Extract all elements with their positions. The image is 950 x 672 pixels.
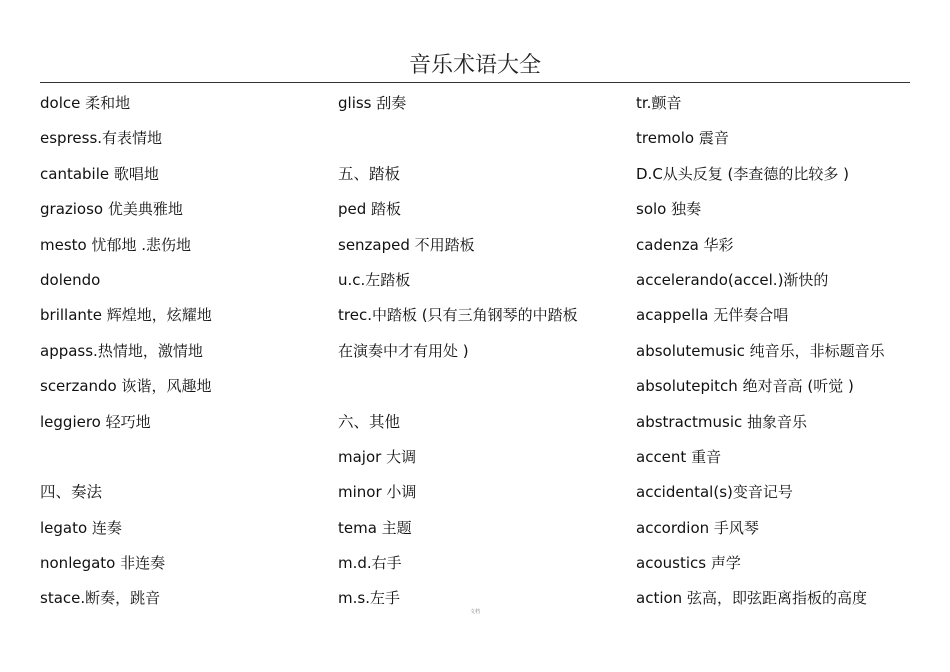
blank-line xyxy=(338,125,628,160)
term-line: tr.颤音 xyxy=(636,94,682,112)
term-line: senzaped 不用踏板 xyxy=(338,235,475,254)
column-2 xyxy=(338,90,628,621)
term-line: tremolo 震音 xyxy=(636,129,729,148)
term-line: cantabile 歌唱地 xyxy=(40,164,159,183)
term-line: action 弦高，即弦距离指板的高度 xyxy=(636,589,867,608)
section-heading: 四、奏法 xyxy=(40,483,103,502)
term-line: legato 连奏 xyxy=(40,518,122,537)
column-3 xyxy=(636,90,916,621)
term-line: minor 小调 xyxy=(338,483,417,502)
term-line: D.C从头反复 (李查德的比较多 ) xyxy=(636,164,850,183)
term-line: m.s.左手 xyxy=(338,589,400,608)
term-line: nonlegato 非连奏 xyxy=(40,554,166,573)
term-line: major 大调 xyxy=(338,447,417,466)
title-divider xyxy=(40,82,910,83)
term-line: espress.有表情地 xyxy=(40,129,163,148)
term-line: trec.中踏板 (只有三角钢琴的中踏板 xyxy=(338,306,578,325)
blank-line xyxy=(40,444,330,479)
term-line: abstractmusic 抽象音乐 xyxy=(636,412,808,431)
term-line: acoustics 声学 xyxy=(636,554,741,573)
section-heading: 五、踏板 xyxy=(338,164,401,183)
section-heading: 六、其他 xyxy=(338,412,401,431)
term-line: gliss 刮奏 xyxy=(338,94,407,112)
term-line: absolutemusic 纯音乐，非标题音乐 xyxy=(636,341,885,360)
term-line: tema 主题 xyxy=(338,518,412,537)
term-line: accidental(s)变音记号 xyxy=(636,483,793,502)
term-line: stace.断奏，跳音 xyxy=(40,589,161,608)
term-line: accent 重音 xyxy=(636,447,722,466)
term-line: cadenza 华彩 xyxy=(636,235,734,254)
term-line: absolutepitch 绝对音高 (听觉 ) xyxy=(636,377,854,396)
term-line: 在演奏中才有用处 ) xyxy=(338,341,469,360)
blank-line xyxy=(338,373,628,408)
term-line: mesto 忧郁地 .悲伤地 xyxy=(40,235,192,254)
term-line: scerzando 诙谐，风趣地 xyxy=(40,377,212,396)
term-line: ped 踏板 xyxy=(338,200,402,219)
term-line: brillante 辉煌地，炫耀地 xyxy=(40,306,212,325)
term-line: accordion 手风琴 xyxy=(636,518,759,537)
term-line: dolendo xyxy=(40,270,101,289)
term-line: u.c.左踏板 xyxy=(338,270,411,289)
term-line: m.d.右手 xyxy=(338,554,402,573)
term-line: appass.热情地，激情地 xyxy=(40,341,203,360)
term-line: leggiero 轻巧地 xyxy=(40,412,151,431)
column-1 xyxy=(40,90,330,621)
term-line: solo 独奏 xyxy=(636,200,702,219)
page-title: 音乐术语大全 xyxy=(408,53,541,78)
term-line: acappella 无伴奏合唱 xyxy=(636,306,789,325)
term-line: dolce 柔和地 xyxy=(40,94,131,112)
term-line: accelerando(accel.)渐快的 xyxy=(636,270,829,289)
page-footer: 文档 xyxy=(469,609,480,615)
term-line: grazioso 优美典雅地 xyxy=(40,200,183,219)
